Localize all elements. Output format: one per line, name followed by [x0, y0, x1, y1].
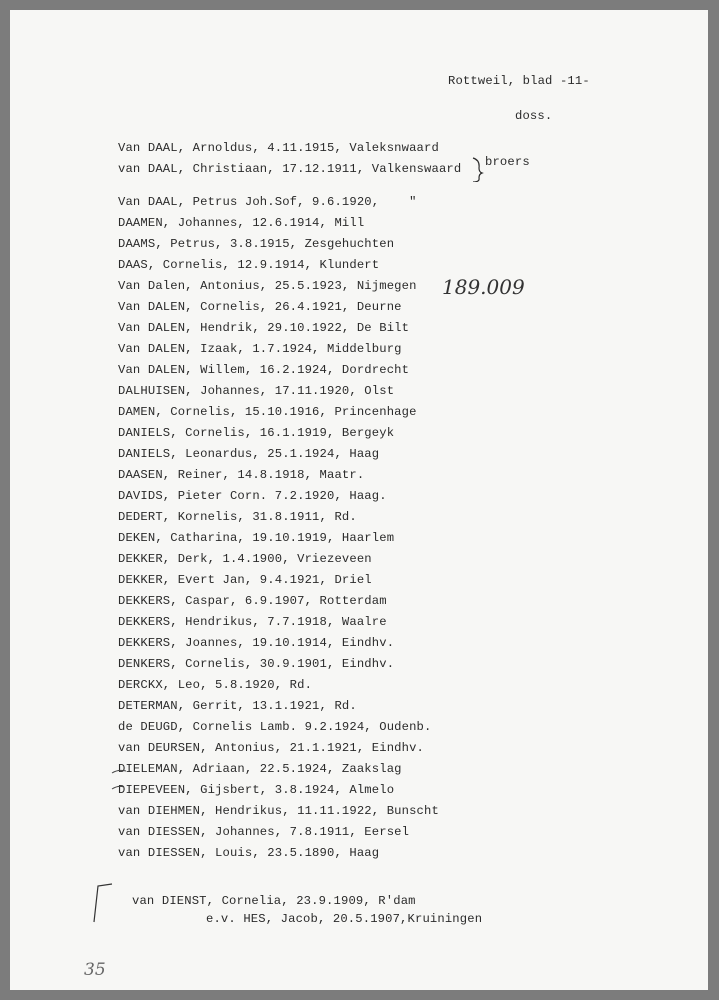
entry-line: Van DALEN, Izaak, 1.7.1924, Middelburg: [118, 342, 402, 356]
entry-line: DAAMEN, Johannes, 12.6.1914, Mill: [118, 216, 365, 230]
pencil-tick-mark: [110, 765, 130, 795]
entry-line: Van DALEN, Hendrik, 29.10.1922, De Bilt: [118, 321, 410, 335]
entry-line: DIELEMAN, Adriaan, 22.5.1924, Zaakslag: [118, 762, 402, 776]
header-doss: doss.: [515, 109, 553, 123]
entry-line: Van DAAL, Arnoldus, 4.11.1915, Valeksnwaard: [118, 141, 439, 155]
entry-line: van DIESSEN, Louis, 23.5.1890, Haag: [118, 846, 380, 860]
entry-line: van DIESSEN, Johannes, 7.8.1911, Eersel: [118, 825, 410, 839]
pencil-bracket-mark: [88, 882, 118, 932]
entry-line: Van Dalen, Antonius, 25.5.1923, Nijmegen: [118, 279, 417, 293]
entry-line: DERCKX, Leo, 5.8.1920, Rd.: [118, 678, 313, 692]
entry-line: DAASEN, Reiner, 14.8.1918, Maatr.: [118, 468, 365, 482]
entry-line: DEKEN, Catharina, 19.10.1919, Haarlem: [118, 531, 395, 545]
header-place-blad: Rottweil, blad -11-: [448, 74, 590, 88]
entry-line: DEKKER, Derk, 1.4.1900, Vriezeveen: [118, 552, 372, 566]
entry-line: DEDERT, Kornelis, 31.8.1911, Rd.: [118, 510, 357, 524]
entry-line: van DIEHMEN, Hendrikus, 11.11.1922, Bunscht: [118, 804, 439, 818]
entry-line: DAMEN, Cornelis, 15.10.1916, Princenhage: [118, 405, 417, 419]
broers-note: broers: [485, 155, 530, 169]
handwritten-number: 189.009: [442, 275, 525, 299]
brace-mark: [470, 156, 484, 182]
final-entry-line2: e.v. HES, Jacob, 20.5.1907,Kruiningen: [206, 912, 483, 926]
entry-line: DETERMAN, Gerrit, 13.1.1921, Rd.: [118, 699, 357, 713]
entry-line: DALHUISEN, Johannes, 17.11.1920, Olst: [118, 384, 395, 398]
entry-line: Van DAAL, Petrus Joh.Sof, 9.6.1920, ": [118, 195, 417, 209]
footer-pencil-mark: 35: [84, 960, 106, 980]
entry-line: DEKKERS, Hendrikus, 7.7.1918, Waalre: [118, 615, 387, 629]
entry-line: DANIELS, Leonardus, 25.1.1924, Haag: [118, 447, 380, 461]
entry-line: DEKKER, Evert Jan, 9.4.1921, Driel: [118, 573, 372, 587]
entry-line: DANIELS, Cornelis, 16.1.1919, Bergeyk: [118, 426, 395, 440]
entry-line: DEKKERS, Joannes, 19.10.1914, Eindhv.: [118, 636, 395, 650]
entry-line: Van DALEN, Willem, 16.2.1924, Dordrecht: [118, 363, 410, 377]
entry-line: DIEPEVEEN, Gijsbert, 3.8.1924, Almelo: [118, 783, 395, 797]
entry-line: Van DALEN, Cornelis, 26.4.1921, Deurne: [118, 300, 402, 314]
final-entry-line1: van DIENST, Cornelia, 23.9.1909, R'dam: [132, 894, 416, 908]
entry-line: van DEURSEN, Antonius, 21.1.1921, Eindhv.: [118, 741, 425, 755]
entry-line: DAVIDS, Pieter Corn. 7.2.1920, Haag.: [118, 489, 387, 503]
entry-line: DENKERS, Cornelis, 30.9.1901, Eindhv.: [118, 657, 395, 671]
entry-line: DAAMS, Petrus, 3.8.1915, Zesgehuchten: [118, 237, 395, 251]
entry-line: DEKKERS, Caspar, 6.9.1907, Rotterdam: [118, 594, 387, 608]
entry-line: van DAAL, Christiaan, 17.12.1911, Valkenswaard: [118, 162, 462, 176]
entry-line: DAAS, Cornelis, 12.9.1914, Klundert: [118, 258, 380, 272]
document-page: [10, 10, 708, 990]
entry-line: de DEUGD, Cornelis Lamb. 9.2.1924, Oudenb.: [118, 720, 432, 734]
